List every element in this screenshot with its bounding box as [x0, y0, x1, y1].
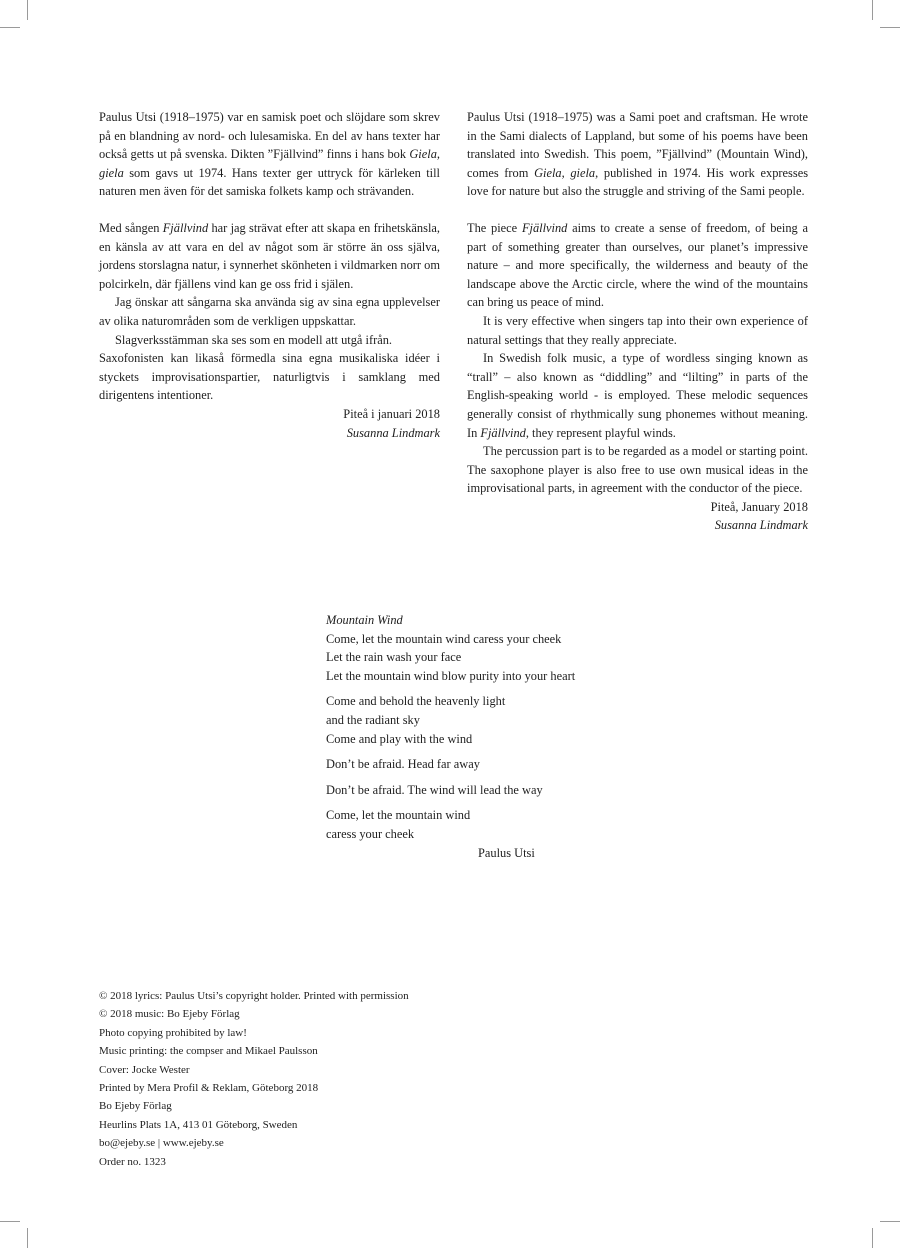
english-paragraph-3: It is very effective when singers tap into their own experience of natural settings that they really appreciate. [467, 313, 808, 347]
english-paragraph-1: Paulus Utsi (1918–1975) was a Sami poet and craftsman. He wrote in the Sami dialects of Lappland, but some of his poems have been translated into Swedish. This poem, ”Fjällvind” (Mountain Wind), comes from Giela, giela, published in 1974. His work expresses love for nature but also the struggle and striving of the Sami people. [467, 110, 809, 199]
english-paragraph-4: In Swedish folk music, a type of wordless singing known as “trall” – also known as “diddling” and “lilting” in parts of the English-speaking world - is employed. These melodic sequences generally consist of rhythmically sung phonemes without meaning. In Fjällvind, they represent playful winds. [467, 351, 808, 440]
colophon-line: Order no. 1323 [99, 1155, 166, 1168]
poem-line: Come, let the mountain wind [326, 808, 471, 823]
swedish-place-date: Piteå i januari 2018 [343, 406, 440, 421]
english-place-date: Piteå, January 2018 [710, 499, 808, 514]
swedish-signature: Susanna Lindmark [346, 425, 440, 440]
colophon-line: Bo Ejeby Förlag [99, 1100, 172, 1113]
english-signature-block [467, 498, 808, 535]
crop-mark-top-right-horizontal [880, 27, 900, 28]
poem-line: Come, let the mountain wind caress your cheek [326, 631, 562, 646]
colophon-line: Printed by Mera Profil & Reklam, Göteborg 2018 [99, 1082, 319, 1095]
crop-mark-bottom-left-vertical [27, 1228, 28, 1248]
crop-mark-bottom-right-vertical [872, 1228, 873, 1248]
crop-mark-top-left-vertical [27, 0, 28, 20]
english-paragraph-5: The percussion part is to be regarded as a model or starting point. The saxophone player is also free to use own musical ideas in the improvisational parts, in agreement with the conductor of the piece. [467, 444, 808, 496]
poem [326, 611, 626, 862]
colophon-line: Music printing: the compser and Mikael Paulsson [99, 1045, 318, 1058]
english-paragraph-2: The piece Fjällvind aims to create a sense of freedom, of being a part of something greater than ourselves, our planet’s impressive nature – and more specifically, the wilderness and beauty of the landscape above the Arctic circle, where the wind of the mountains can bring us peace of mind. [467, 220, 808, 310]
swedish-paragraph-5: Saxofonisten kan likaså förmedla sina egna musikaliska idéer i styckets improvisationspartier, naturligtvis i samklang med dirigentens intentioner. [99, 351, 440, 403]
poem-line: Let the rain wash your face [326, 650, 462, 665]
swedish-paragraph-3: Jag önskar att sångarna ska använda sig av sina egna upplevelser av olika naturområden som de verkligen uppskattar. [99, 295, 440, 328]
crop-mark-bottom-right-horizontal [880, 1221, 900, 1222]
poem-stanza-3 [326, 755, 626, 774]
english-text-column [467, 108, 808, 535]
swedish-paragraph-1: Paulus Utsi (1918–1975) var en samisk poet och slöjdare som skrev på en blandning av nord- och lulesamiska. En del av hans texter har också getts ut på svenska. Dikten ”Fjällvind” finns i hans bok Giela, giela som gavs ut 1974. Hans texter ger uttryck för kärleken till naturen men även för det samiska folkets kamp och strävanden. [99, 110, 440, 199]
swedish-signature-block [99, 405, 440, 442]
english-signature: Susanna Lindmark [714, 518, 808, 533]
crop-mark-top-right-vertical [872, 0, 873, 20]
poem-line: Come and behold the heavenly light [326, 694, 506, 709]
colophon-line: bo@ejeby.se | www.ejeby.se [99, 1137, 224, 1150]
poem-line: and the radiant sky [326, 712, 420, 727]
colophon-line: Photo copying prohibited by law! [99, 1026, 247, 1039]
colophon-line: Cover: Jocke Wester [99, 1063, 190, 1076]
colophon [99, 987, 409, 1171]
poem-line: Let the mountain wind blow purity into your heart [326, 668, 576, 683]
poem-line: Don’t be afraid. Head far away [326, 757, 480, 772]
poem-author: Paulus Utsi [478, 845, 535, 860]
crop-mark-top-left-horizontal [0, 27, 20, 28]
poem-line: Don’t be afraid. The wind will lead the way [326, 782, 543, 797]
swedish-text-column [99, 108, 440, 442]
poem-stanza-4 [326, 781, 626, 800]
colophon-line: Heurlins Plats 1A, 413 01 Göteborg, Sweden [99, 1118, 298, 1131]
crop-mark-bottom-left-horizontal [0, 1221, 20, 1222]
colophon-line: © 2018 music: Bo Ejeby Förlag [99, 1008, 240, 1021]
poem-stanza-2 [326, 692, 626, 748]
swedish-paragraph-2: Med sången Fjällvind har jag strävat efter att skapa en frihetskänsla, en känsla av att vara en del av något som är större än oss själva, jordens storslagna natur, i synnerhet skönheten i vildmarken norr om polcirkeln, där fjällens vind kan ge oss frid i själen. [99, 220, 440, 291]
poem-line: Come and play with the wind [326, 731, 473, 746]
poem-line: caress your cheek [326, 826, 415, 841]
colophon-line: © 2018 lyrics: Paulus Utsi’s copyright holder. Printed with permission [99, 990, 409, 1002]
swedish-paragraph-4: Slagverksstämman ska ses som en modell att utgå ifrån. [115, 332, 393, 347]
poem-stanza-1 [326, 630, 626, 686]
poem-stanza-5 [326, 806, 626, 843]
poem-title: Mountain Wind [326, 613, 403, 627]
